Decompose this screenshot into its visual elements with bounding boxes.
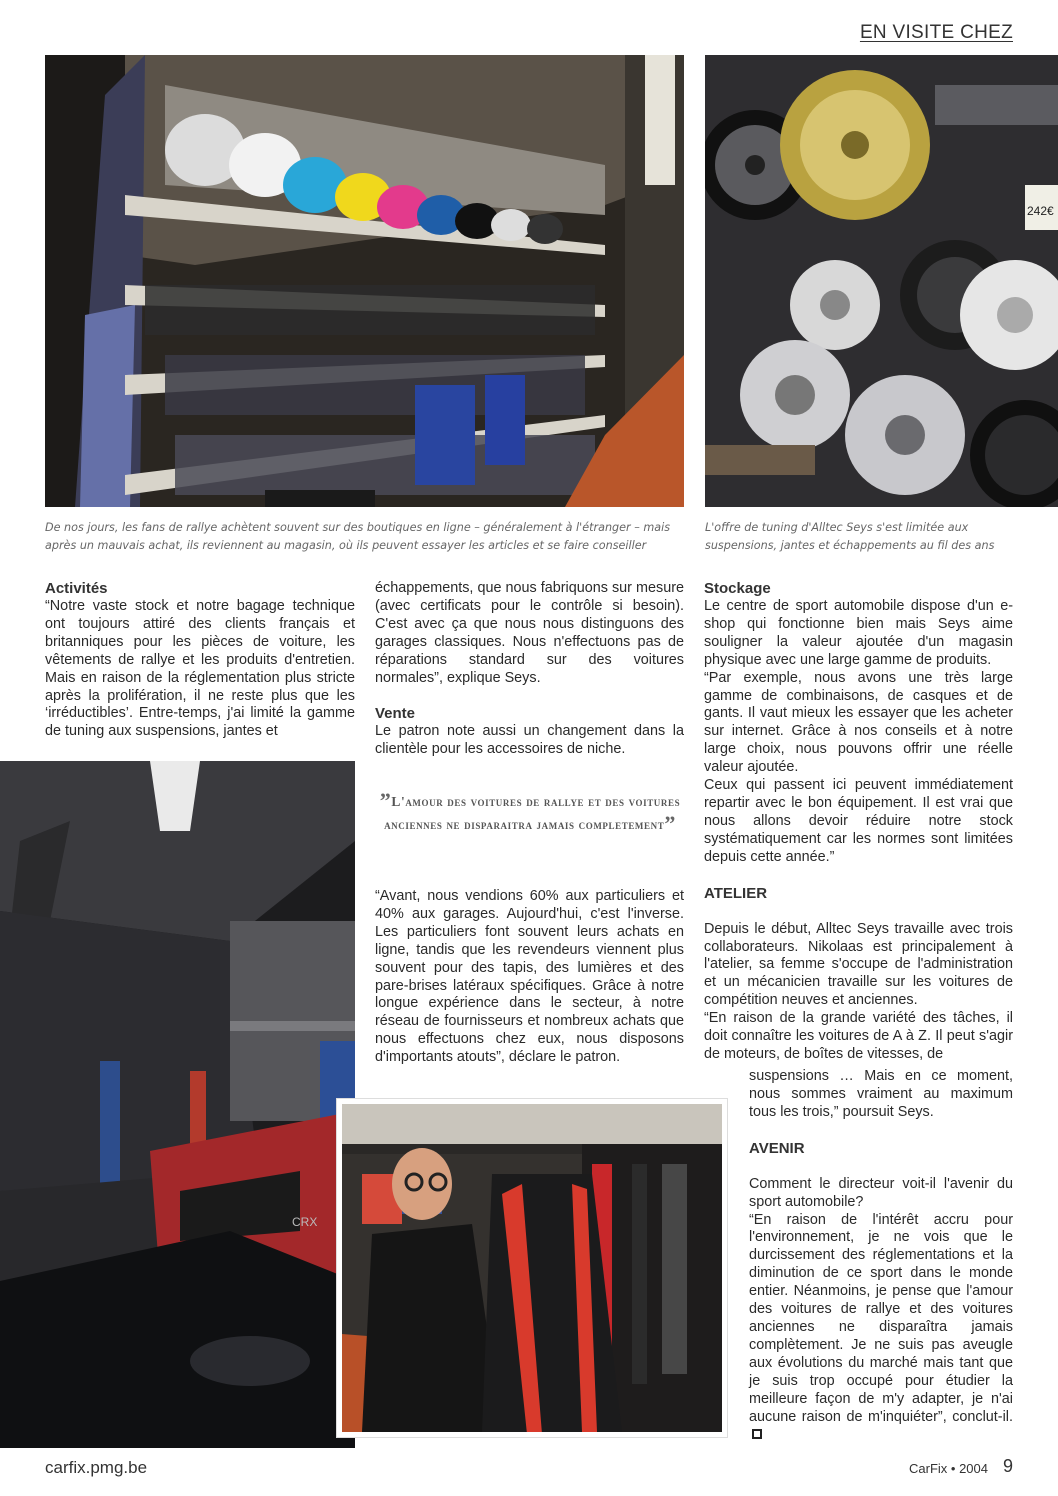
car-badge-text: CRX	[292, 1215, 318, 1229]
section-tag: EN VISITE CHEZ	[859, 22, 1013, 43]
heading-stockage: Stockage	[704, 580, 771, 597]
end-of-article-icon	[752, 1429, 762, 1439]
heading-activites: Activités	[45, 580, 108, 597]
photo-shop-shelves	[45, 55, 684, 507]
heading-atelier: ATELIER	[704, 884, 768, 902]
paragraph: “En raison de la grande variété des tâches, il doit connaître les voitures de A à Z. Il peut s'agir de moteurs, de boîtes de vitesses, de	[704, 1010, 1013, 1062]
paragraph: échappements, que nous fabriquons sur mesure (avec certificats pour le contrôle si besoin). C'est avec ça que nous nous distinguons des garages classiques. Nous n'effectuons pas de réparations standard sur des voitures normales”, explique Seys.	[375, 580, 684, 686]
column-3	[704, 580, 1013, 1064]
paragraph: suspensions … Mais en ce moment, nous sommes vraiment au maximum tous les trois,” poursuit Seys.	[749, 1068, 1013, 1120]
caption-photo-wheels: L'offre de tuning d'Alltec Seys s'est limitée aux suspensions, jantes et échappements au fil des ans	[705, 521, 995, 552]
paragraph: “Notre vaste stock et notre bagage technique ont toujours attiré des clients français et britanniques pour les pièces de voiture, les vêtements de rallye et les produits d'entretien. Mais en raison de la réglementation plus stricte après la prolifération, il ne reste plus que les ‘irréductibles’. Entre-temps, j'ai limité la gamme de tuning aux suspensions, jantes et	[45, 598, 355, 740]
column-2	[375, 580, 684, 759]
column-3-inset	[749, 1068, 1013, 1444]
heading-vente: Vente	[375, 705, 416, 723]
footer-website[interactable]: carfix.pmg.be	[45, 1458, 148, 1477]
photo-portrait	[337, 1099, 727, 1437]
paragraph: Comment le directeur voit-il l'avenir du sport automobile?	[749, 1175, 1013, 1210]
price-tag-text: 242€	[1027, 204, 1054, 218]
paragraph: Ceux qui passent ici peuvent immédiatement repartir avec le bon équipement. Il est vrai que nous allons devoir réduire notre stock systématiquement car les normes sont limitées depuis cette année.”	[704, 777, 1013, 865]
photo-wheels	[705, 55, 1058, 507]
photo-workshop	[0, 761, 355, 1448]
pullquote-text: L'amour des voitures de rallye et des voitures anciennes ne disparaitra jamais completement	[384, 794, 681, 832]
pullquote-close-mark: ”	[664, 811, 676, 836]
column-2-lower	[375, 888, 684, 1067]
paragraph-text: “En raison de l'intérêt accru pour l'environnement, je ne vois que le durcissement des réglementations et la diminution de ce sport dans le monde entier. Néanmoins, je pense que l'amour des voitures de rallye et des voitures anciennes ne disparaîtra jamais complètement. Je ne suis pas aveugle aux évolutions du marché mais tant que je suis trop occupé pour étudier la meilleure façon de m'y adapter, je n'ai aucune raison de m'inquiéter”, conclut-il.	[749, 1211, 1013, 1425]
paragraph: Depuis le début, Alltec Seys travaille avec trois collaborateurs. Nikolaas est principalement à l'atelier, sa femme s'occupe de l'administration et un mécanicien travaille sur les voitures de compétition neuves et anciennes.	[704, 920, 1013, 1009]
page-number: 9	[1002, 1456, 1013, 1476]
heading-avenir: AVENIR	[749, 1139, 805, 1157]
pullquote	[376, 790, 684, 836]
paragraph	[749, 1212, 1013, 1445]
paragraph: Le patron note aussi un changement dans la clientèle pour les accessoires de niche.	[375, 723, 684, 758]
caption-photo-shop: De nos jours, les fans de rallye achètent souvent sur des boutiques en ligne – généralement à l'étranger – mais après un mauvais achat, ils reviennent au magasin, où ils peuvent essayer les articles et se faire conseiller	[45, 521, 671, 552]
pullquote-open-mark: ”	[379, 788, 392, 813]
paragraph: Le centre de sport automobile dispose d'un e-shop qui fonctionne bien mais Seys aime souligner la valeur ajoutée d'un magasin physique avec une large gamme de produits.	[704, 598, 1013, 668]
paragraph: “Par exemple, nous avons une très large gamme de combinaisons, de casques et de gants. Il vaut mieux les essayer que les acheter sur internet. Grâce à nos conseils et à notre large choix, nous pouvons offrir une réelle valeur ajoutée.	[704, 669, 1013, 776]
footer-issue: CarFix • 2004	[909, 1461, 988, 1476]
column-1	[45, 580, 355, 741]
paragraph: “Avant, nous vendions 60% aux particuliers et 40% aux garages. Aujourd'hui, c'est l'inverse. Les particuliers font souvent leurs achats en ligne, tandis que les revendeurs viennent plus souvent pour des tapis, des lumières et des pare-brises latéraux spécifiques. Grâce à notre longue expérience dans le secteur, à notre réseau de fournisseurs et nombreux achats que nous effectuons chez eux, nous disposons d'importants atouts”, déclare le patron.	[375, 888, 684, 1066]
